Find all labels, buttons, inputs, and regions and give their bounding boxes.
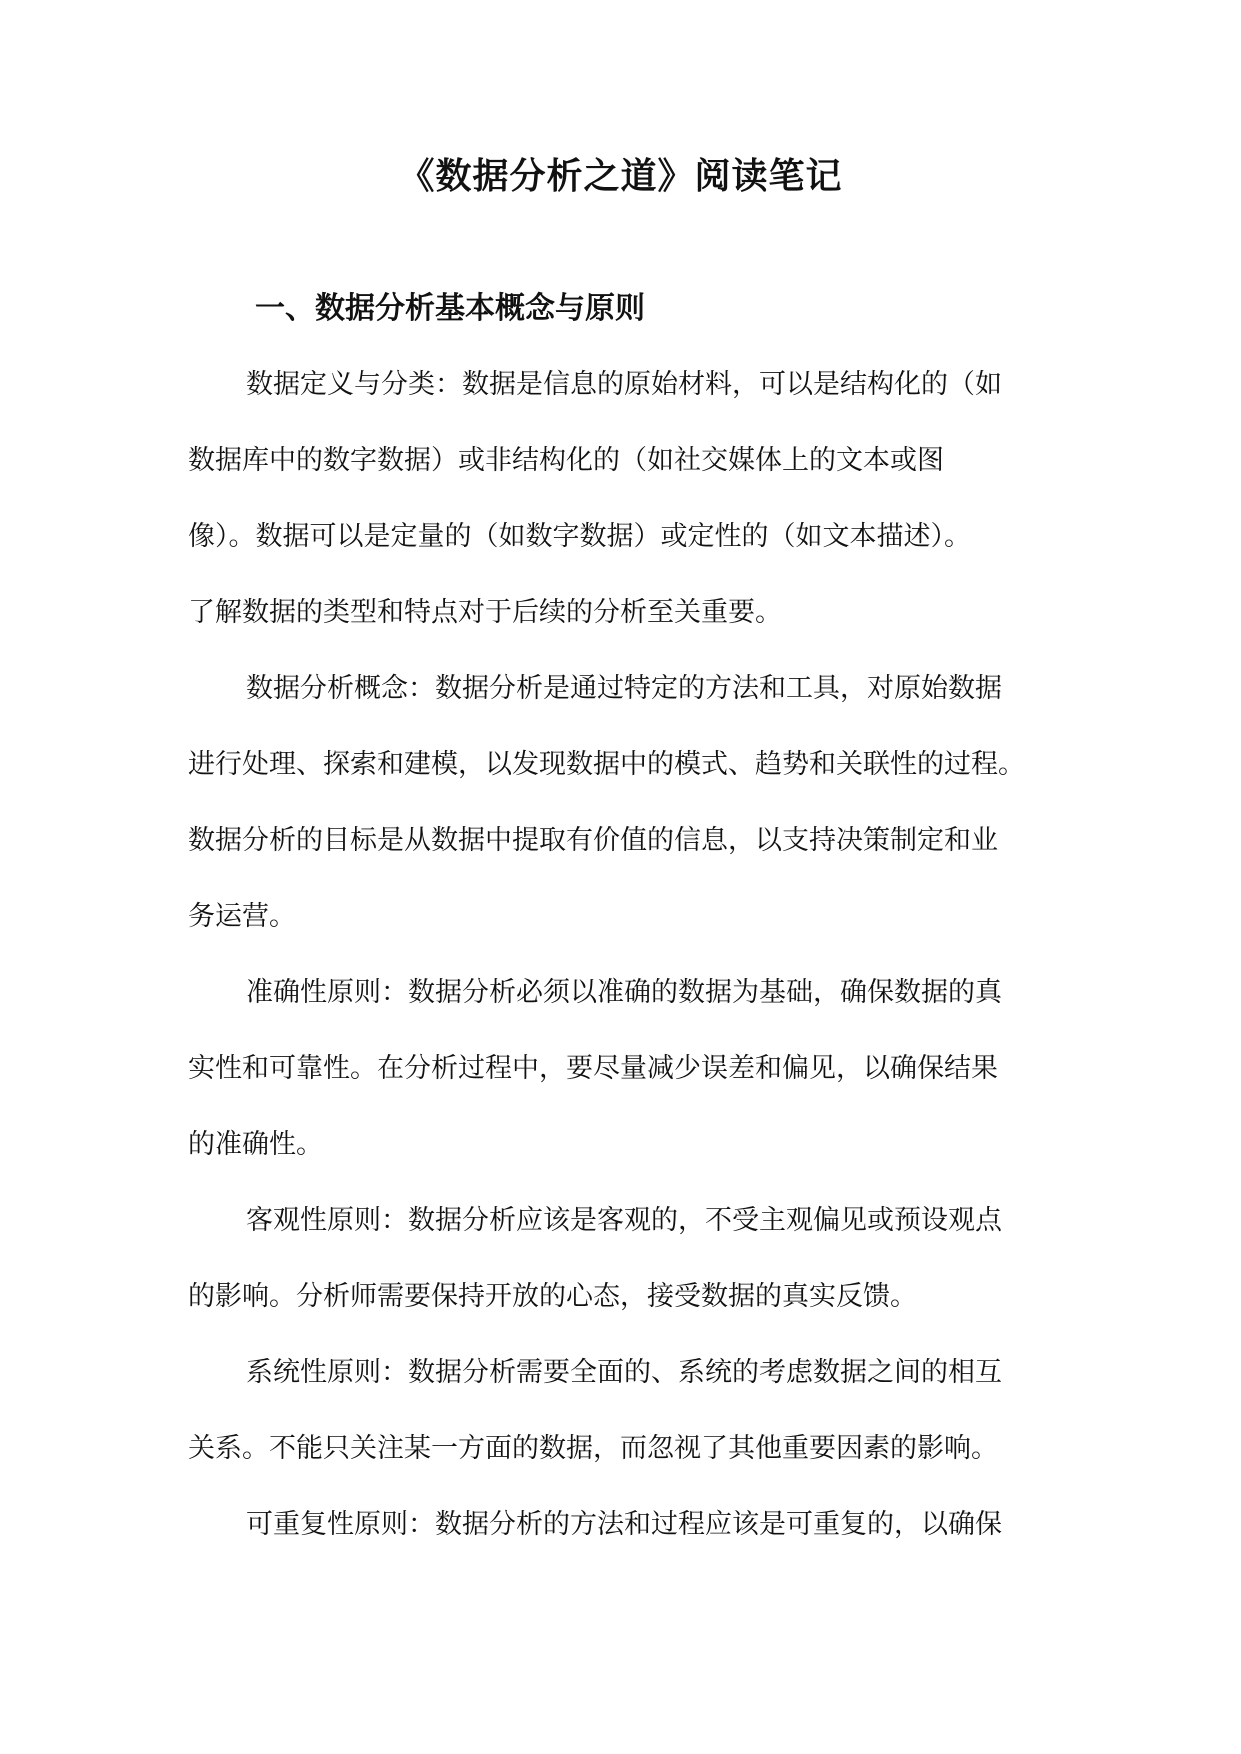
paragraph-reproducibility-principle [188, 1505, 1068, 1581]
paragraph-line: 客观性原则：数据分析应该是客观的，不受主观偏见或预设观点 [246, 1205, 1002, 1236]
paragraph-line: 进行处理、探索和建模，以发现数据中的模式、趋势和关联性的过程。 [188, 749, 1025, 780]
paragraph-analysis-concept [188, 669, 1068, 973]
paragraph-line: 数据库中的数字数据）或非结构化的（如社交媒体上的文本或图 [188, 445, 944, 476]
paragraph-objectivity-principle [188, 1201, 1068, 1353]
paragraph-data-definition [188, 365, 1068, 669]
paragraph-line: 务运营。 [188, 901, 296, 932]
paragraph-line: 了解数据的类型和特点对于后续的分析至关重要。 [188, 597, 782, 628]
paragraph-line: 的准确性。 [188, 1129, 323, 1160]
paragraph-line: 系统性原则：数据分析需要全面的、系统的考虑数据之间的相互 [246, 1357, 1002, 1388]
paragraph-line: 的影响。分析师需要保持开放的心态，接受数据的真实反馈。 [188, 1281, 917, 1312]
paragraph-line: 准确性原则：数据分析必须以准确的数据为基础，确保数据的真 [246, 977, 1002, 1008]
paragraph-line: 像）。数据可以是定量的（如数字数据）或定性的（如文本描述）。 [188, 521, 971, 552]
paragraph-line: 实性和可靠性。在分析过程中，要尽量减少误差和偏见，以确保结果 [188, 1053, 998, 1084]
paragraph-line: 数据分析概念：数据分析是通过特定的方法和工具，对原始数据 [246, 673, 1002, 704]
document-body [188, 365, 1068, 1581]
paragraph-line: 可重复性原则：数据分析的方法和过程应该是可重复的，以确保 [246, 1509, 1002, 1540]
document-title: 《数据分析之道》阅读笔记 [398, 155, 843, 197]
paragraph-line: 数据分析的目标是从数据中提取有价值的信息，以支持决策制定和业 [188, 825, 998, 856]
paragraph-systematic-principle [188, 1353, 1068, 1505]
section-heading: 一、数据分析基本概念与原则 [255, 291, 645, 326]
paragraph-line: 关系。不能只关注某一方面的数据，而忽视了其他重要因素的影响。 [188, 1433, 998, 1464]
paragraph-accuracy-principle [188, 973, 1068, 1201]
paragraph-line: 数据定义与分类：数据是信息的原始材料，可以是结构化的（如 [246, 369, 1002, 400]
